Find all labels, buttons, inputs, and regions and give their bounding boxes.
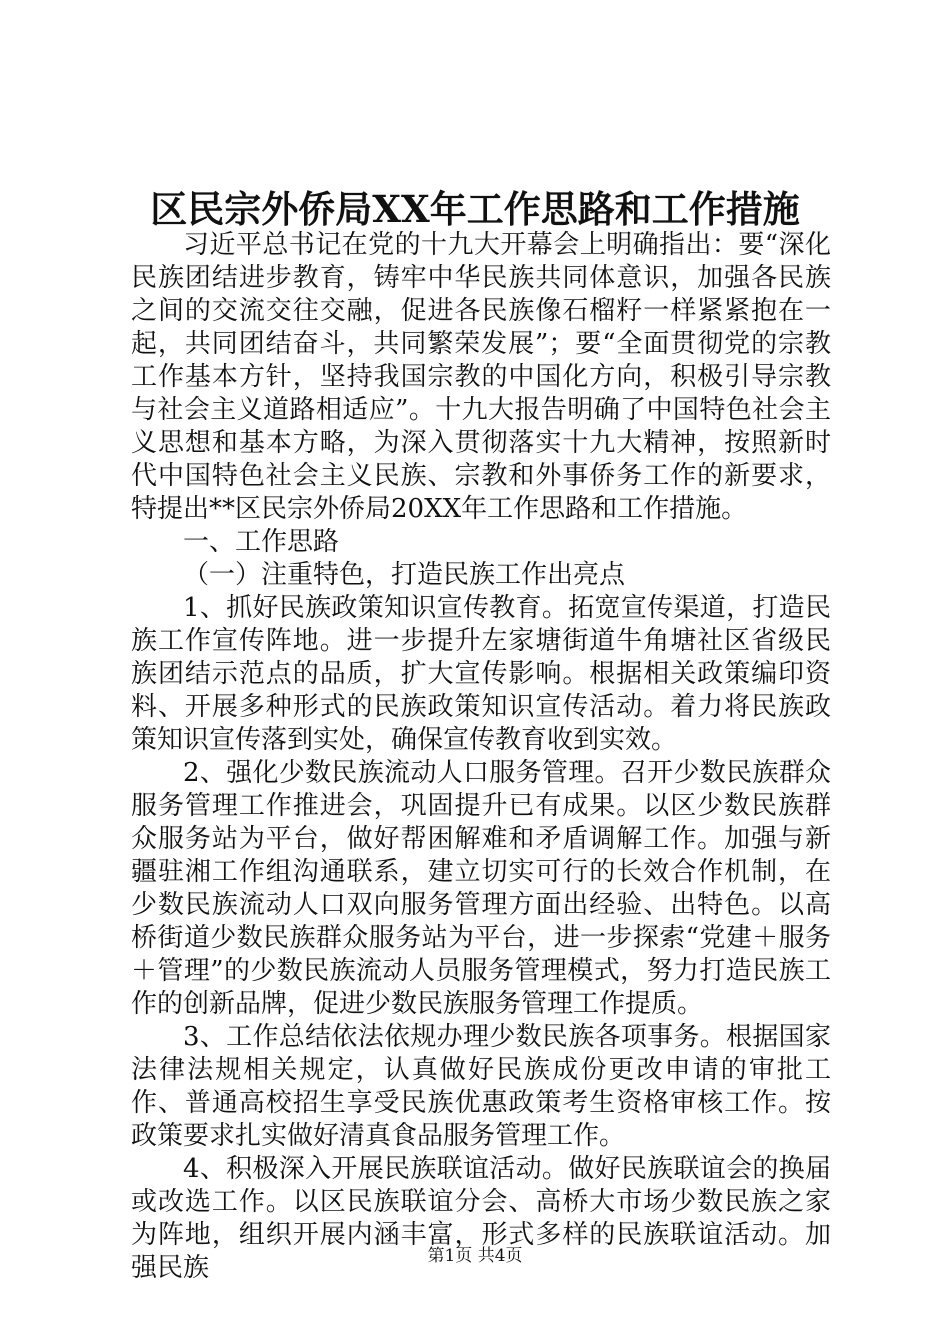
- paragraph-item-4: 4、积极深入开展民族联谊活动。做好民族联谊会的换届或改选工作。以区民族联谊分会、高桥大市场少数民族之家为阵地，组织开展内涵丰富，形式多样的民族联谊活动。加强民族: [131, 1154, 831, 1283]
- paragraph-item-1: 1、抓好民族政策知识宣传教育。拓宽宣传渠道，打造民族工作宣传阵地。进一步提升左家塘街道牛角塘社区省级民族团结示范点的品质，扩大宣传影响。根据相关政策编印资料、开展多种形式的民族政策知识宣传活动。着力将民族政策知识宣传落到实处，确保宣传教育收到实效。: [131, 593, 831, 755]
- section-heading-work-ideas: 一、工作思路: [183, 527, 340, 557]
- page-footer: 第1页 共4页: [427, 1246, 523, 1266]
- subsection-heading-1: （一）注重特色，打造民族工作出亮点: [183, 560, 626, 590]
- document-title: 区民宗外侨局XX年工作思路和工作措施: [150, 187, 800, 231]
- paragraph-intro: 习近平总书记在党的十九大开幕会上明确指出：要“深化民族团结进步教育，铸牢中华民族共同体意识，加强各民族之间的交流交往交融，促进各民族像石榴籽一样紧紧抱在一起，共同团结奋斗，共同繁荣发展”；要“全面贯彻党的宗教工作基本方针，坚持我国宗教的中国化方向，积极引导宗教与社会主义道路相适应”。十九大报告明确了中国特色社会主义思想和基本方略，为深入贯彻落实十九大精神，按照新时代中国特色社会主义民族、宗教和外事侨务工作的新要求，特提出**区民宗外侨局20XX年工作思路和工作措施。: [131, 230, 831, 524]
- document-body: [131, 229, 831, 1285]
- paragraph-item-2: 2、强化少数民族流动人口服务管理。召开少数民族群众服务管理工作推进会，巩固提升已有成果。以区少数民族群众服务站为平台，做好帮困解难和矛盾调解工作。加强与新疆驻湘工作组沟通联系，建立切实可行的长效合作机制，在少数民族流动人口双向服务管理方面出经验、出特色。以高桥街道少数民族群众服务站为平台，进一步探索“党建＋服务＋管理”的少数民族流动人员服务管理模式，努力打造民族工作的创新品牌，促进少数民族服务管理工作提质。: [131, 758, 831, 1019]
- paragraph-item-3: 3、工作总结依法依规办理少数民族各项事务。根据国家法律法规相关规定，认真做好民族成份更改申请的审批工作、普通高校招生享受民族优惠政策考生资格审核工作。按政策要求扎实做好清真食品服务管理工作。: [131, 1022, 831, 1151]
